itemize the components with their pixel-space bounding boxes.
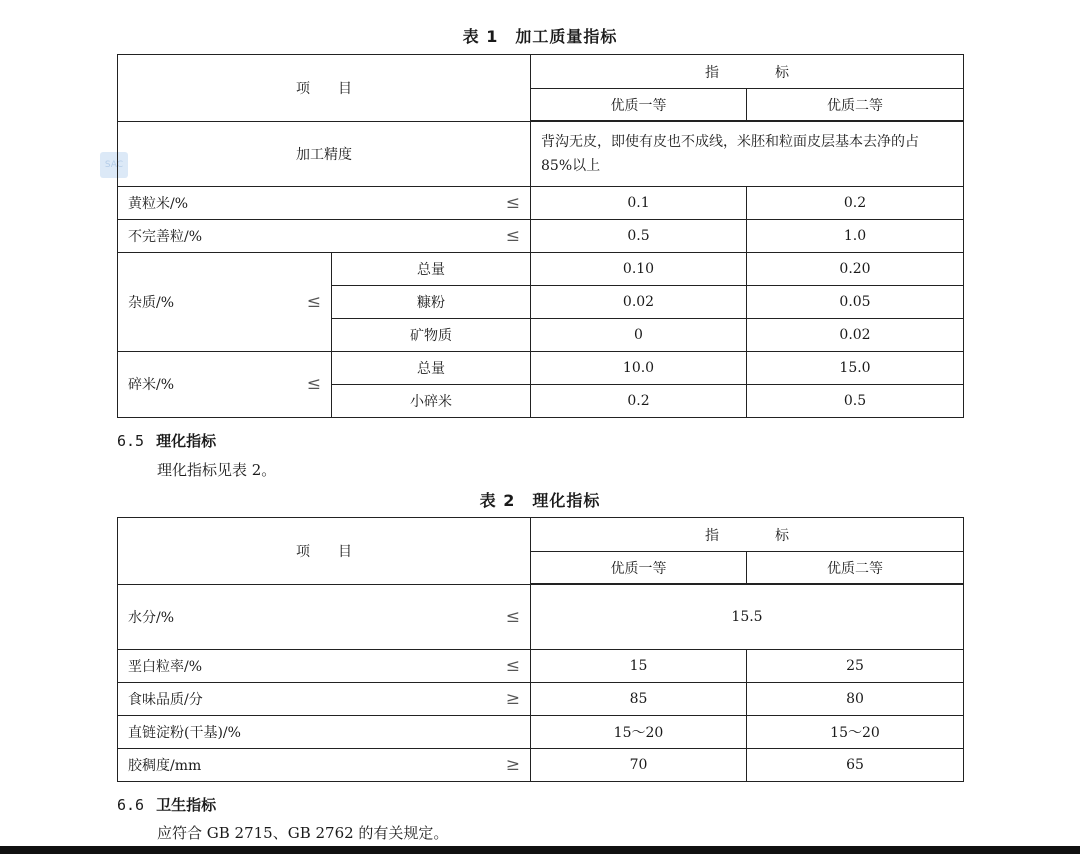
sub-label: 糠粉 bbox=[332, 285, 531, 318]
table1-processing-quality bbox=[117, 54, 964, 418]
cell-value: 80 bbox=[747, 682, 964, 715]
watermark-logo: SAC bbox=[100, 152, 128, 178]
comparison-symbol: ≤ bbox=[505, 192, 520, 213]
cell-value: 0.2 bbox=[531, 384, 747, 417]
header-indicator: 指 标 bbox=[531, 518, 964, 552]
section-number: 6.5 bbox=[117, 432, 145, 450]
header-grade2: 优质二等 bbox=[747, 552, 964, 585]
comparison-symbol: ≥ bbox=[505, 688, 520, 709]
comparison-symbol: ≥ bbox=[505, 754, 520, 775]
comparison-symbol: ≤ bbox=[505, 655, 520, 676]
cell-value: 0.2 bbox=[747, 186, 964, 219]
cell-value: 1.0 bbox=[747, 219, 964, 252]
row-label: 食味品质/分 bbox=[128, 691, 203, 708]
section-text: 理化指标见表 2。 bbox=[157, 461, 277, 479]
row-label: 加工精度 bbox=[118, 121, 531, 186]
table2-caption: 表 2 理化指标 bbox=[479, 491, 601, 510]
header-indicator: 指 标 bbox=[531, 55, 964, 89]
section-heading-6-5 bbox=[117, 430, 216, 451]
table2-physicochemical bbox=[117, 517, 964, 782]
table-row bbox=[118, 715, 964, 748]
section-text: 应符合 GB 2715、GB 2762 的有关规定。 bbox=[157, 824, 449, 842]
cell-value: 85 bbox=[531, 682, 747, 715]
cell-value: 0.10 bbox=[531, 252, 747, 285]
comparison-symbol: ≤ bbox=[505, 606, 520, 627]
row-label: 不完善粒/% bbox=[128, 228, 203, 245]
cell-value: 65 bbox=[747, 748, 964, 781]
cell-value: 0.5 bbox=[747, 384, 964, 417]
cell-value: 0.5 bbox=[531, 219, 747, 252]
row-label: 水分/% bbox=[128, 609, 175, 626]
row-label: 直链淀粉(干基)/% bbox=[128, 724, 241, 741]
cell-value: 10.0 bbox=[531, 351, 747, 384]
cell-value: 15～20 bbox=[531, 715, 747, 748]
table-row bbox=[118, 219, 964, 252]
table-row bbox=[118, 121, 964, 186]
sub-label: 小碎米 bbox=[332, 384, 531, 417]
cell-value: 25 bbox=[747, 649, 964, 682]
bottom-border bbox=[0, 846, 1080, 854]
table-row bbox=[118, 351, 964, 384]
sub-label: 矿物质 bbox=[332, 318, 531, 351]
cell-value: 0.20 bbox=[747, 252, 964, 285]
cell-value: 0.05 bbox=[747, 285, 964, 318]
table-row bbox=[118, 584, 964, 649]
table-row bbox=[118, 186, 964, 219]
section-number: 6.6 bbox=[117, 796, 145, 814]
cell-value: 15.0 bbox=[747, 351, 964, 384]
table-row bbox=[118, 748, 964, 781]
header-item: 项 目 bbox=[118, 55, 531, 122]
row-label: 黄粒米/% bbox=[128, 195, 189, 212]
comparison-symbol: ≤ bbox=[306, 374, 321, 394]
table1-caption: 表 1 加工质量指标 bbox=[462, 27, 618, 46]
header-item: 项 目 bbox=[118, 518, 531, 585]
header-grade2: 优质二等 bbox=[747, 89, 964, 122]
precision-description: 背沟无皮，即使有皮也不成线，米胚和粒面皮层基本去净的占 85%以上 bbox=[531, 121, 964, 186]
comparison-symbol: ≤ bbox=[306, 291, 321, 312]
table-row bbox=[118, 649, 964, 682]
cell-value: 70 bbox=[531, 748, 747, 781]
cell-value: 0 bbox=[531, 318, 747, 351]
row-label: 胶稠度/mm bbox=[128, 757, 202, 774]
cell-value: 0.02 bbox=[747, 318, 964, 351]
sub-label: 总量 bbox=[332, 252, 531, 285]
row-label: 碎米/% bbox=[128, 377, 175, 393]
section-heading-6-6 bbox=[117, 794, 216, 815]
sub-label: 总量 bbox=[332, 351, 531, 384]
cell-value: 15 bbox=[531, 649, 747, 682]
row-label: 垩白粒率/% bbox=[128, 658, 203, 675]
header-grade1: 优质一等 bbox=[531, 89, 747, 122]
section-title: 卫生指标 bbox=[156, 796, 217, 814]
cell-value: 15.5 bbox=[531, 584, 964, 649]
cell-value: 0.02 bbox=[531, 285, 747, 318]
header-grade1: 优质一等 bbox=[531, 552, 747, 585]
comparison-symbol: ≤ bbox=[505, 225, 520, 246]
cell-value: 0.1 bbox=[531, 186, 747, 219]
table-row bbox=[118, 252, 964, 285]
cell-value: 15～20 bbox=[747, 715, 964, 748]
table-row bbox=[118, 682, 964, 715]
row-label: 杂质/% bbox=[128, 294, 175, 311]
section-title: 理化指标 bbox=[156, 432, 217, 450]
